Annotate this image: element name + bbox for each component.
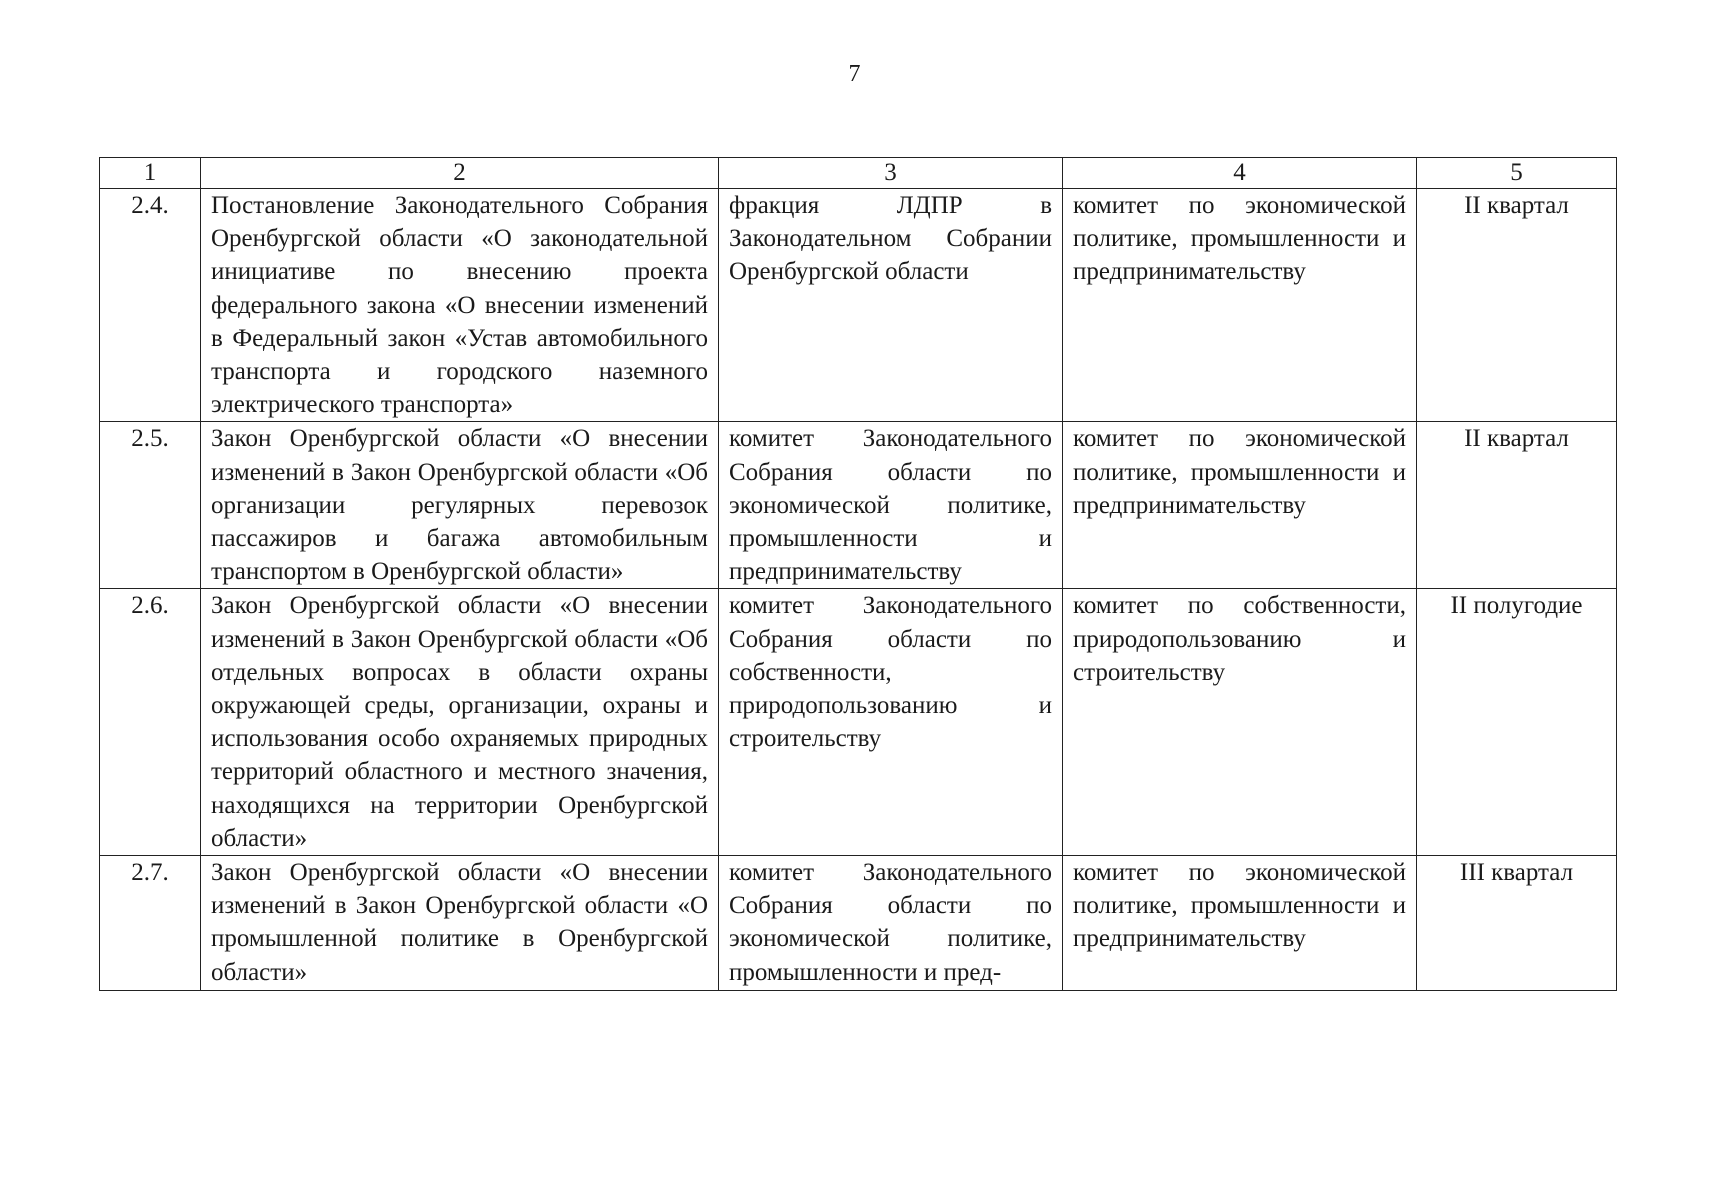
row-number: 2.6. <box>100 589 201 856</box>
column-number: 1 <box>100 158 201 189</box>
document-title: Закон Оренбургской области «О внесении изменений в Закон Оренбургской области «О промышленной политике в Оренбургской области» <box>201 856 719 991</box>
row-number: 2.7. <box>100 856 201 991</box>
responsible-committee: комитет по экономической политике, промышленности и предпринимательству <box>1063 422 1417 589</box>
initiator: комитет Законодательного Собрания области по экономической политике, промышленности и пред- <box>719 856 1063 991</box>
row-number: 2.4. <box>100 189 201 422</box>
responsible-committee: комитет по собственности, природопользованию и строительству <box>1063 589 1417 856</box>
table-row <box>100 589 1617 856</box>
column-number: 2 <box>201 158 719 189</box>
initiator: фракция ЛДПР в Законодательном Собрании Оренбургской области <box>719 189 1063 422</box>
document-title: Закон Оренбургской области «О внесении изменений в Закон Оренбургской области «Об организации регулярных перевозок пассажиров и багажа автомобильным транспортом в Оренбургской области» <box>201 422 719 589</box>
responsible-committee: комитет по экономической политике, промышленности и предпринимательству <box>1063 189 1417 422</box>
initiator: комитет Законодательного Собрания области по экономической политике, промышленности и предпринимательству <box>719 422 1063 589</box>
document-title: Закон Оренбургской области «О внесении изменений в Закон Оренбургской области «Об отдельных вопросах в области охраны окружающей среды, организации, охраны и использования особо охраняемых природных территорий областного и местного значения, находящихся на территории Оренбургской области» <box>201 589 719 856</box>
initiator: комитет Законодательного Собрания области по собственности, природопользованию и строительству <box>719 589 1063 856</box>
page-number: 7 <box>848 61 861 87</box>
deadline: II квартал <box>1417 189 1617 422</box>
column-number-row <box>100 158 1617 189</box>
legislative-plan-table <box>99 157 1617 991</box>
column-number: 5 <box>1417 158 1617 189</box>
column-number: 4 <box>1063 158 1417 189</box>
table-row <box>100 422 1617 589</box>
deadline: II квартал <box>1417 422 1617 589</box>
responsible-committee: комитет по экономической политике, промышленности и предпринимательству <box>1063 856 1417 991</box>
deadline: II полугодие <box>1417 589 1617 856</box>
deadline: III квартал <box>1417 856 1617 991</box>
column-number: 3 <box>719 158 1063 189</box>
document-title: Постановление Законодательного Собрания Оренбургской области «О законодательной инициативе по внесению проекта федерального закона «О внесении изменений в Федеральный закон «Устав автомобильного транспорта и городского наземного электрического транспорта» <box>201 189 719 422</box>
row-number: 2.5. <box>100 422 201 589</box>
table-row <box>100 856 1617 991</box>
table-row <box>100 189 1617 422</box>
